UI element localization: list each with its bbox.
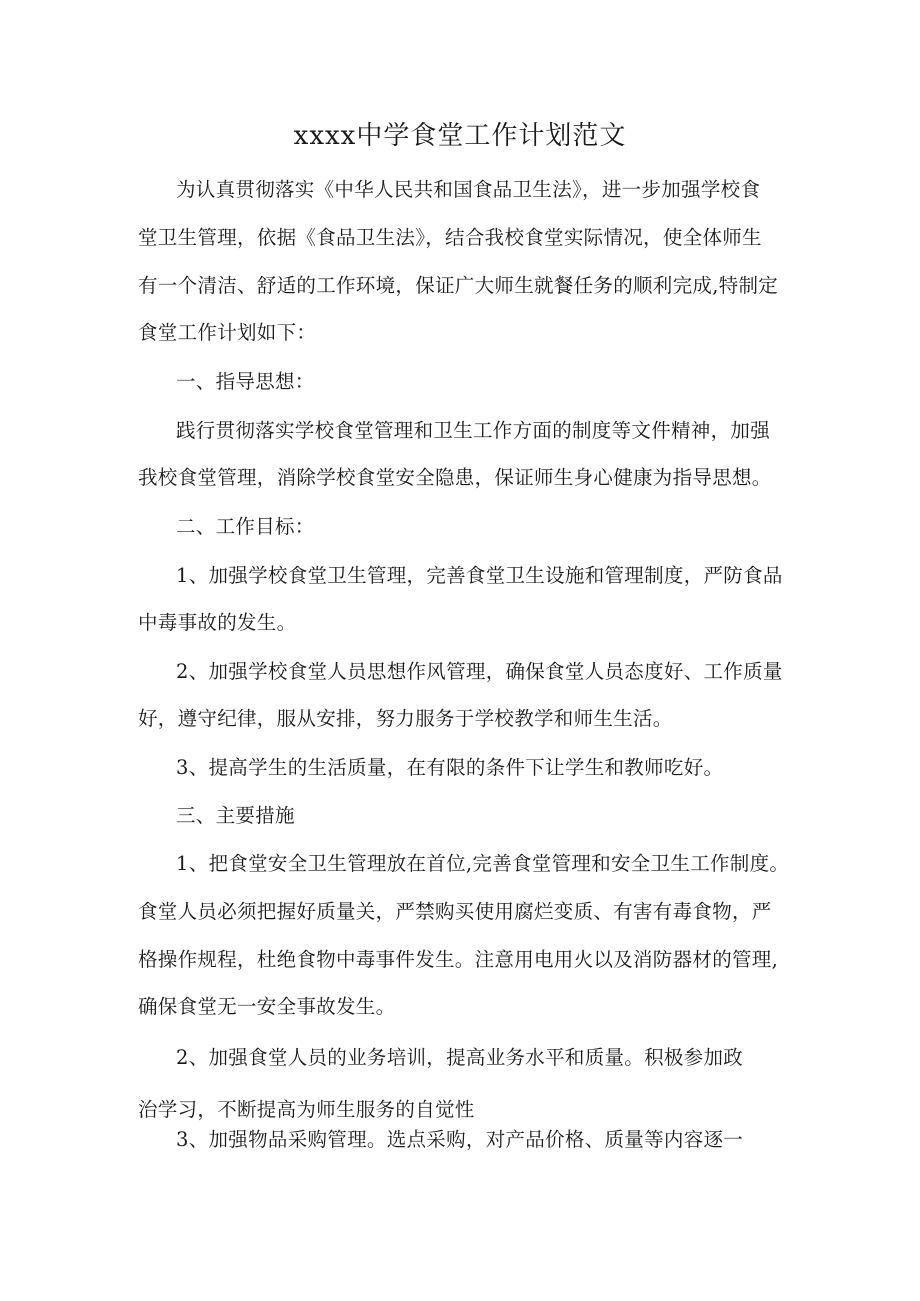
paragraph-line: 1、把食堂安全卫生管理放在首位,完善食堂管理和安全卫生工作制度。 (176, 852, 790, 875)
paragraph-line: 食堂工作计划如下： (138, 321, 317, 344)
paragraph-line: 好，遵守纪律，服从安排，努力服务于学校教学和师生生活。 (138, 707, 673, 730)
paragraph-line: 格操作规程，杜绝食物中毒事件发生。注意用电用火以及消防器材的管理, (138, 948, 779, 971)
paragraph-line: 食堂人员必须把握好质量关，严禁购买使用腐烂变质、有害有毒食物，严 (138, 900, 772, 923)
section-heading: 一、指导思想： (176, 370, 315, 393)
section-heading: 二、工作目标： (176, 515, 315, 538)
paragraph-line: 2、加强学校食堂人员思想作风管理，确保食堂人员态度好、工作质量 (176, 660, 783, 683)
paragraph-line: 确保食堂无一安全事故发生。 (138, 995, 396, 1018)
paragraph-line: 3、提高学生的生活质量，在有限的条件下让学生和教师吃好。 (176, 756, 724, 779)
paragraph-line: 3、加强物品采购管理。选点采购，对产品价格、质量等内容逐一 (176, 1128, 744, 1151)
paragraph-line: 践行贯彻落实学校食堂管理和卫生工作方面的制度等文件精神，加强 (176, 419, 771, 442)
paragraph-line: 治学习，不断提高为师生服务的自觉性 (138, 1098, 475, 1121)
paragraph-line: 中毒事故的发生。 (138, 611, 297, 634)
paragraph-line: 我校食堂管理，消除学校食堂安全隐患，保证师生身心健康为指导思想。 (138, 466, 772, 489)
paragraph-line: 2、加强食堂人员的业务培训，提高业务水平和质量。积极参加政 (176, 1046, 744, 1069)
paragraph-line: 堂卫生管理，依据《食品卫生法》，结合我校食堂实际情况，使全体师生 (138, 226, 762, 249)
paragraph-line: 为认真贯彻落实《中华人民共和国食品卫生法》，进一步加强学校食 (176, 178, 761, 201)
paragraph-line: 1、加强学校食堂卫生管理，完善食堂卫生设施和管理制度，严防食品 (176, 564, 783, 587)
document-title: xxxx中学食堂工作计划范文 (293, 121, 627, 151)
section-heading: 三、主要措施 (176, 804, 295, 827)
paragraph-line: 有一个清洁、舒适的工作环境，保证广大师生就餐任务的顺利完成,特制定 (138, 274, 779, 297)
